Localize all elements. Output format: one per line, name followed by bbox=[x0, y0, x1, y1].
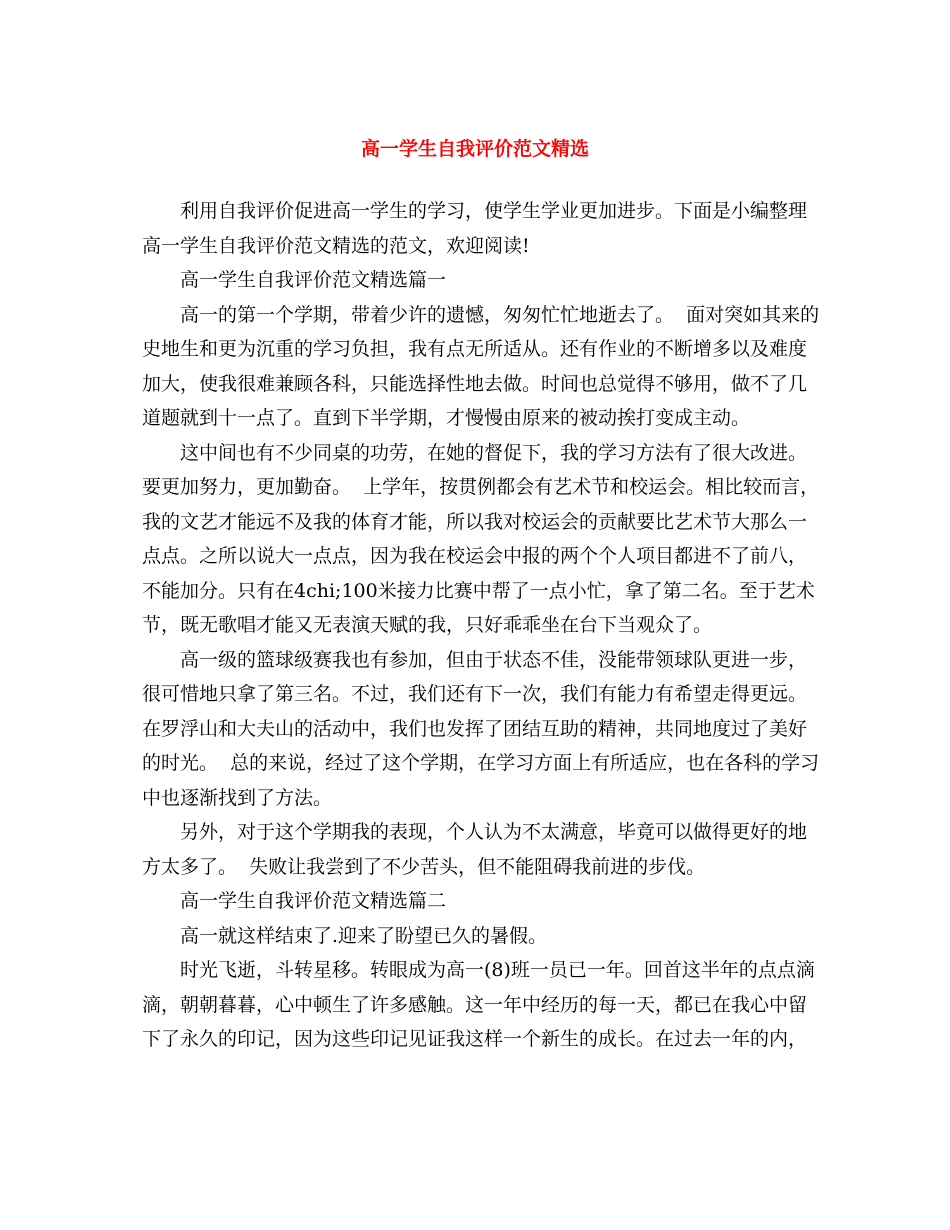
text-line: 我的文艺才能远不及我的体育才能，所以我对校运会的贡献要比艺术节大那么一 bbox=[142, 510, 808, 533]
paragraph bbox=[142, 263, 808, 298]
text-line: 要更加努力，更加勤奋。 上学年，按贯例都会有艺术节和校运会。相比较而言， bbox=[142, 476, 820, 498]
text-line: 高一就这样结束了.迎来了盼望已久的暑假。 bbox=[180, 924, 548, 947]
text-line: 中也逐渐找到了方法。 bbox=[142, 786, 333, 809]
text-line: 利用自我评价促进高一学生的学习，使学生学业更加进步。下面是小编整理 bbox=[180, 200, 808, 222]
text-line: 节，既无歌唱才能又无表演天赋的我，只好乖乖坐在台下当观众了。 bbox=[142, 614, 713, 636]
paragraph bbox=[142, 194, 808, 263]
text-line: 在罗浮山和大夫山的活动中，我们也发挥了团结互助的精神，共同地度过了美好 bbox=[142, 717, 808, 740]
text-line: 高一学生自我评价范文精选篇一 bbox=[180, 269, 447, 291]
paragraph bbox=[142, 436, 820, 643]
paragraph bbox=[142, 643, 820, 816]
text-line: 不能加分。只有在4chi;100米接力比赛中帮了一点小忙，拿了第二名。至于艺术 bbox=[142, 579, 815, 602]
text-line: 另外，对于这个学期我的表现，个人认为不太满意，毕竟可以做得更好的地 bbox=[180, 821, 808, 843]
text-line: 史地生和更为沉重的学习负担，我有点无所适从。还有作业的不断增多以及难度 bbox=[142, 338, 808, 360]
paragraph bbox=[142, 815, 808, 884]
text-line: 道题就到十一点了。直到下半学期，才慢慢由原来的被动挨打变成主动。 bbox=[142, 407, 751, 429]
paragraph bbox=[142, 884, 808, 919]
text-line: 加大，使我很难兼顾各科，只能选择性地去做。时间也总觉得不够用，做不了几 bbox=[142, 372, 808, 395]
text-line: 的时光。 总的来说，经过了这个学期，在学习方面上有所适应，也在各科的学习 bbox=[142, 752, 820, 774]
text-line: 滴，朝朝暮暮，心中顿生了许多感触。这一年中经历的每一天，都已在我心中留 bbox=[142, 993, 808, 1016]
text-line: 高一学生自我评价范文精选的范文，欢迎阅读! bbox=[142, 234, 530, 257]
paragraph bbox=[142, 298, 820, 436]
document-title: 高一学生自我评价范文精选 bbox=[360, 138, 589, 160]
text-line: 下了永久的印记，因为这些印记见证我这样一个新生的成长。在过去一年的内， bbox=[142, 1028, 808, 1050]
text-line: 方太多了。 失败让我尝到了不少苦头，但不能阻碍我前进的步伐。 bbox=[142, 855, 706, 878]
text-line: 这中间也有不少同桌的功劳，在她的督促下，我的学习方法有了很大改进。 bbox=[180, 441, 808, 464]
paragraph bbox=[142, 919, 808, 954]
text-line: 高一学生自我评价范文精选篇二 bbox=[180, 890, 447, 912]
text-line: 时光飞逝，斗转星移。转眼成为高一(8)班一员已一年。回首这半年的点点滴 bbox=[180, 959, 815, 981]
document-body bbox=[142, 194, 820, 1057]
text-line: 高一的第一个学期，带着少许的遗憾，匆匆忙忙地逝去了。 面对突如其来的 bbox=[180, 303, 820, 326]
text-line: 点点。之所以说大一点点，因为我在校运会中报的两个个人项目都进不了前八， bbox=[142, 545, 808, 567]
text-line: 很可惜地只拿了第三名。不过，我们还有下一次，我们有能力有希望走得更远。 bbox=[142, 683, 808, 705]
text-line: 高一级的篮球级赛我也有参加，但由于状态不佳，没能带领球队更进一步， bbox=[180, 648, 808, 671]
paragraph bbox=[142, 953, 815, 1057]
